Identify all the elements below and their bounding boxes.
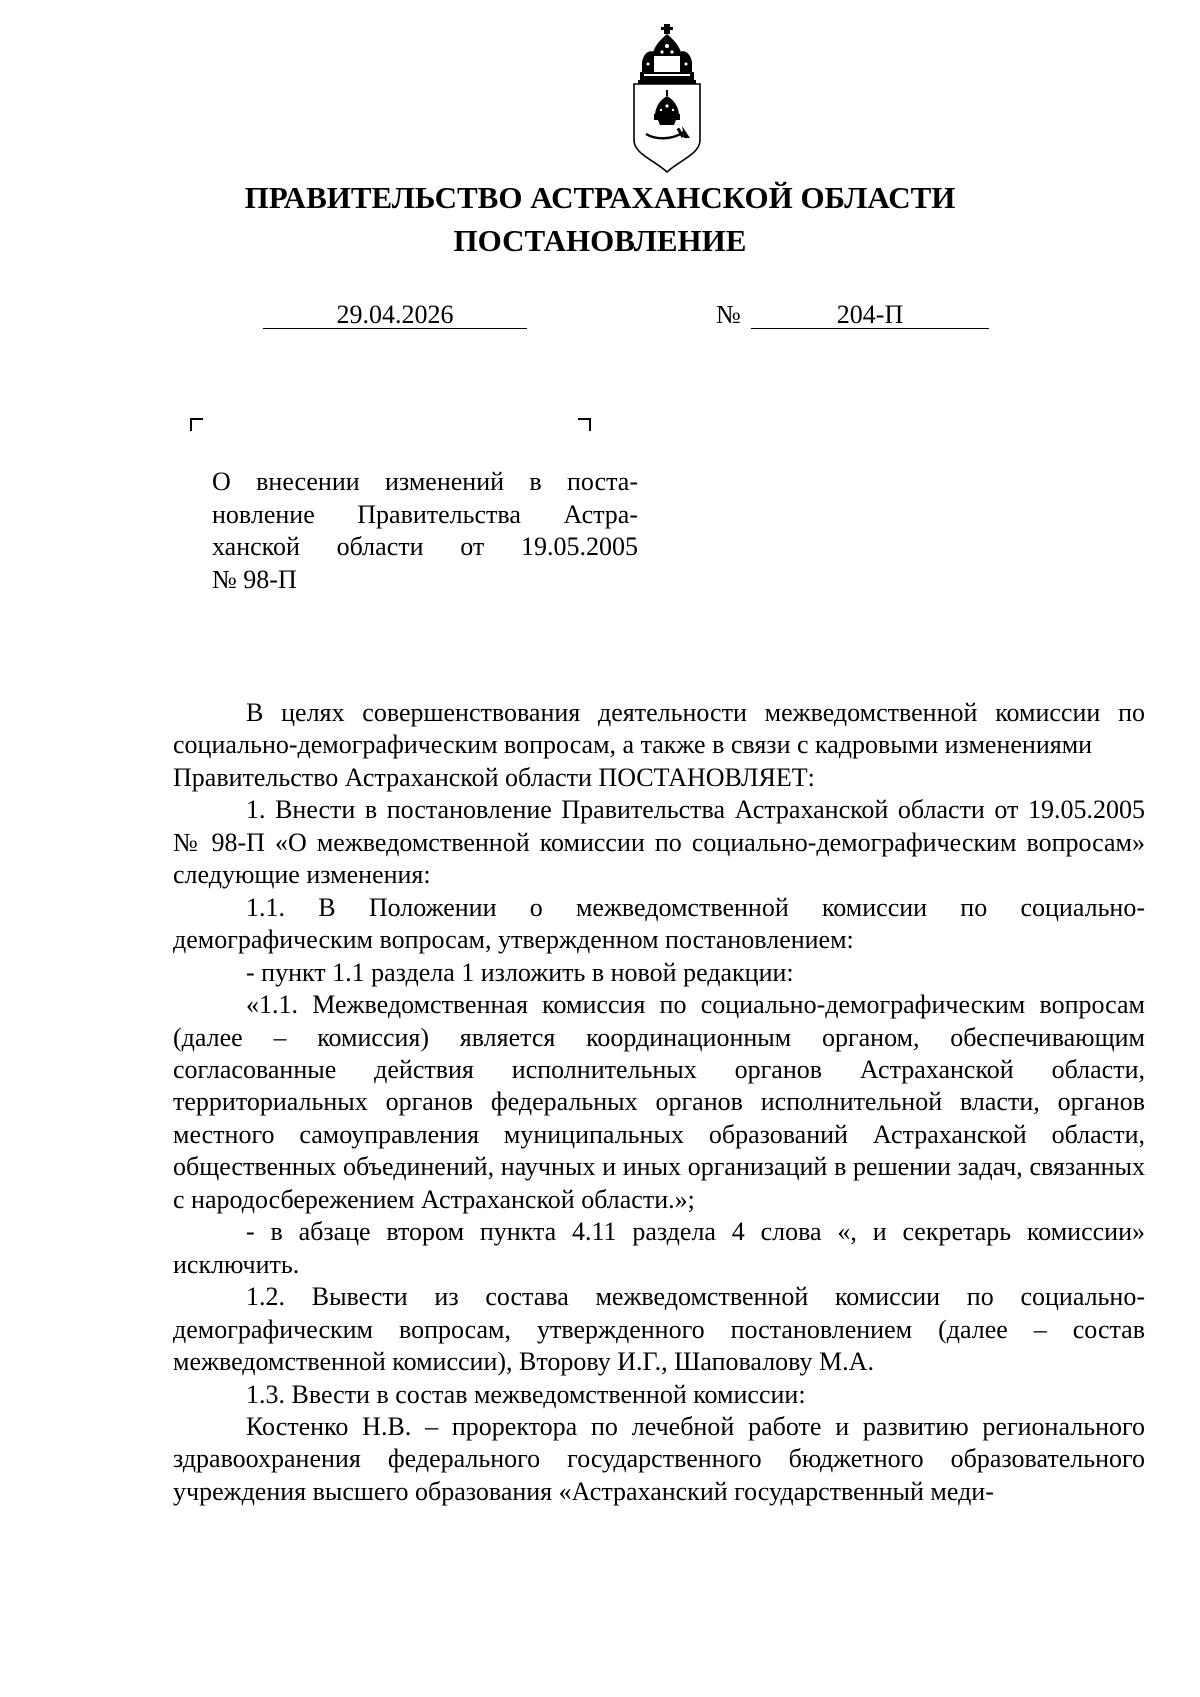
body-paragraph: «1.1. Межведомственная комиссия по социально-демографическим вопросам (далее – комиссия) является координационным органом, обеспечивающим согласованные действия исполнительных органов Астраханской области, территориальных органов федеральных органов исполнительной власти, органов местного самоуправления муниципальных образований Астраханской области, общественных объединений, научных и иных организаций в решении задач, связанных с народосбережением Астраханской области.»; xyxy=(173,990,1145,1214)
body-paragraph: - пункт 1.1 раздела 1 изложить в новой редакции: xyxy=(246,957,794,987)
document-header xyxy=(0,176,1200,262)
document-number: 204-П xyxy=(836,300,904,329)
body-paragraph: 1.2. Вывести из состава межведомственной комиссии по социально-демографическим вопросам, утвержденного постановлением (далее – состав межведомственной комиссии), Второву И.Г., Шаповалову М.А. xyxy=(173,1282,1145,1377)
document-date: 29.04.2026 xyxy=(336,300,454,329)
document-type-title: ПОСТАНОВЛЕНИЕ xyxy=(453,223,747,258)
number-sign: № xyxy=(716,300,741,329)
organization-title: ПРАВИТЕЛЬСТВО АСТРАХАНСКОЙ ОБЛАСТИ xyxy=(244,180,956,215)
body-paragraph: 1.1. В Положении о межведомственной комиссии по социально-демографическим вопросам, утвержденном постановлением: xyxy=(173,892,1145,955)
body-paragraph: В целях совершенствования деятельности межведомственной комиссии по социально-демографическим вопросам, а также в связи с кадровыми изменениями xyxy=(173,698,1145,760)
subject-line: ханской области от 19.05.2005 xyxy=(212,532,638,561)
subject-line: О внесении изменений в поста- xyxy=(212,467,638,496)
subject-corner-right xyxy=(578,418,591,431)
coat-of-arms-icon xyxy=(624,22,710,174)
body-paragraph: 1.3. Ввести в состав межведомственной комиссии: xyxy=(246,1379,806,1409)
body-paragraph: Костенко Н.В. – проректора по лечебной работе и развитию регионального здравоохранения федерального государственного бюджетного образовательного учреждения высшего образования «Астраханский государственный меди- xyxy=(173,1411,1145,1506)
body-paragraph: Правительство Астраханской области ПОСТАНОВЛЯЕТ: xyxy=(173,762,815,792)
document-subject xyxy=(212,466,638,596)
body-paragraph: - в абзаце втором пункта 4.11 раздела 4 слова «, и секретарь комиссии» исключить. xyxy=(173,1217,1145,1279)
subject-line: новление Правительства Астра- xyxy=(212,499,638,529)
document-body xyxy=(173,697,1145,1508)
subject-line: № 98-П xyxy=(212,564,297,594)
subject-corner-left xyxy=(190,418,203,431)
body-paragraph: 1. Внести в постановление Правительства Астраханской области от 19.05.2005 № 98-П «О межведомственной комиссии по социально-демографическим вопросам» следующие изменения: xyxy=(173,795,1145,890)
